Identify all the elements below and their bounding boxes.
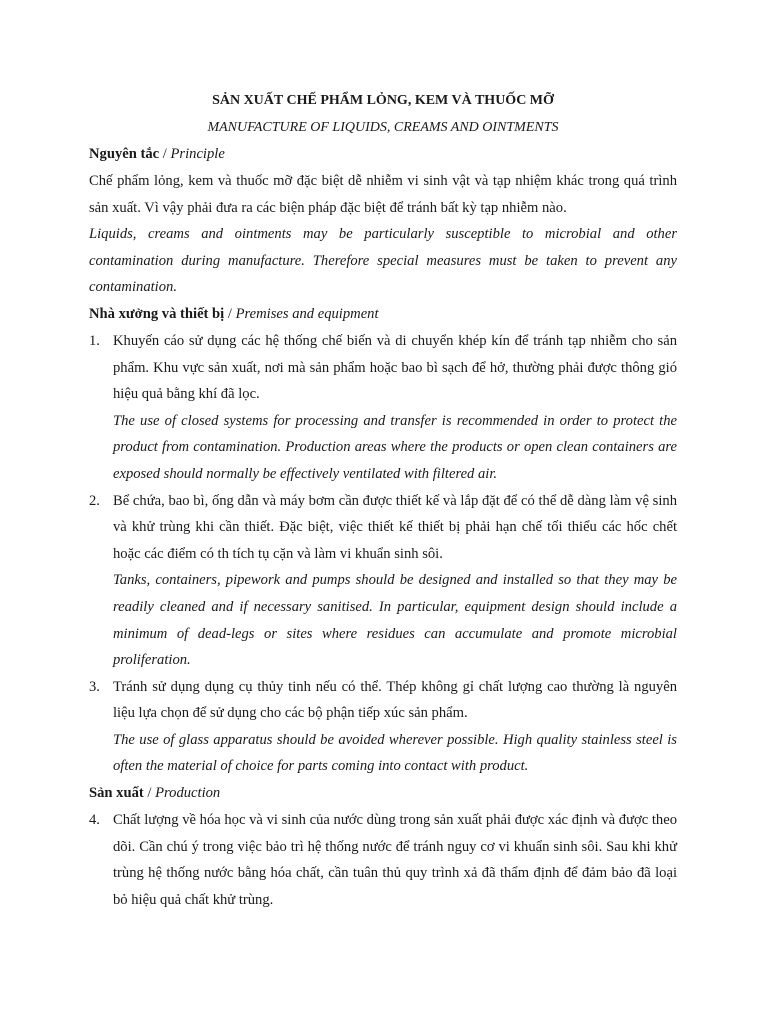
principle-text-en: Liquids, creams and ointments may be particularly susceptible to microbial and other contamination during manufacture. Therefore special measures must be taken to prevent any contamination. [89, 226, 677, 296]
production-heading-en: Production [155, 785, 221, 802]
document-subtitle: MANUFACTURE OF LIQUIDS, CREAMS AND OINTMENTS [207, 120, 559, 135]
list-item-number: 3. [89, 678, 100, 695]
list-item-text-vi: Tránh sử dụng dụng cụ thủy tinh nếu có thể. Thép không gỉ chất lượng cao thường là nguyên liệu lựa chọn để sử dụng cho các bộ phận tiếp xúc sản phẩm. [113, 678, 677, 722]
list-item-text-en: Tanks, containers, pipework and pumps should be designed and installed so that they may be readily cleaned and if necessary sanitised. In particular, equipment design should include a minimum of dead-legs or sites where residues can accumulate and promote microbial proliferation. [113, 572, 677, 669]
principle-text-vi: Chế phẩm lỏng, kem và thuốc mỡ đặc biệt dễ nhiễm vi sinh vật và tạp nhiệm khác trong quá trình sản xuất. Vì vậy phải đưa ra các biện pháp đặc biệt để tránh bất kỳ tạp nhiễm nào. [89, 173, 677, 216]
list-item [89, 807, 677, 913]
principle-heading-en: Principle [170, 146, 225, 162]
list-item-text-vi: Chất lượng về hóa học và vi sinh của nước dùng trong sản xuất phải được xác định và được theo dõi. Cần chú ý trong việc bảo trì hệ thống nước để tránh nguy cơ vi khuẩn sinh sôi. Sau khi khử trùng hệ thống nước bằng hóa chất, cần tuân thủ quy trình xả đã thẩm định để đảm bảo đã loại bỏ hiệu quả chất khử trùng. [113, 812, 677, 908]
production-heading-separator: / [143, 785, 156, 802]
production-heading [89, 780, 677, 807]
list-item-text-en: The use of closed systems for processing and transfer is recommended in order to protect the product from contamination. Production areas where the products or open clean containers are exposed should normally be effectively ventilated with filtered air. [113, 412, 677, 482]
list-item [89, 488, 677, 674]
document-page [89, 88, 677, 913]
list-item [89, 328, 677, 488]
list-item-number: 1. [89, 332, 100, 349]
principle-heading-separator: / [159, 146, 171, 162]
premises-heading-en: Premises and equipment [235, 305, 379, 322]
principle-heading [89, 141, 677, 168]
list-item-text-vi: Khuyến cáo sử dụng các hệ thống chế biến và di chuyển khép kín để tránh tạp nhiễm cho sản phẩm. Khu vực sản xuất, nơi mà sản phẩm hoặc bao bì sạch để hở, thường phải được thông gió hiệu quả bằng khí đã lọc. [113, 332, 677, 403]
production-heading-vi: Sản xuất [89, 785, 144, 802]
list-item-text-vi: Bể chứa, bao bì, ống dẫn và máy bơm cần được thiết kế và lắp đặt để có thể dễ dàng làm vệ sinh và khử trùng khi cần thiết. Đặc biệt, việc thiết kế thiết bị phải hạn chế tối thiểu các hốc chết hoặc các điểm có th tích tụ cặn và làm vi khuẩn sinh sôi. [113, 492, 677, 562]
list-item-text-en: The use of glass apparatus should be avoided wherever possible. High quality stainless steel is often the material of choice for parts coming into contact with product. [113, 731, 677, 775]
premises-heading [89, 301, 677, 328]
list-item-number: 4. [89, 812, 100, 829]
list-item-number: 2. [89, 492, 100, 509]
principle-heading-vi: Nguyên tắc [89, 146, 160, 162]
premises-heading-separator: / [224, 305, 236, 322]
document-title: SẢN XUẤT CHẾ PHẨM LỎNG, KEM VÀ THUỐC MỠ [212, 93, 554, 108]
list-item [89, 674, 677, 780]
premises-heading-vi: Nhà xưởng và thiết bị [89, 305, 225, 322]
